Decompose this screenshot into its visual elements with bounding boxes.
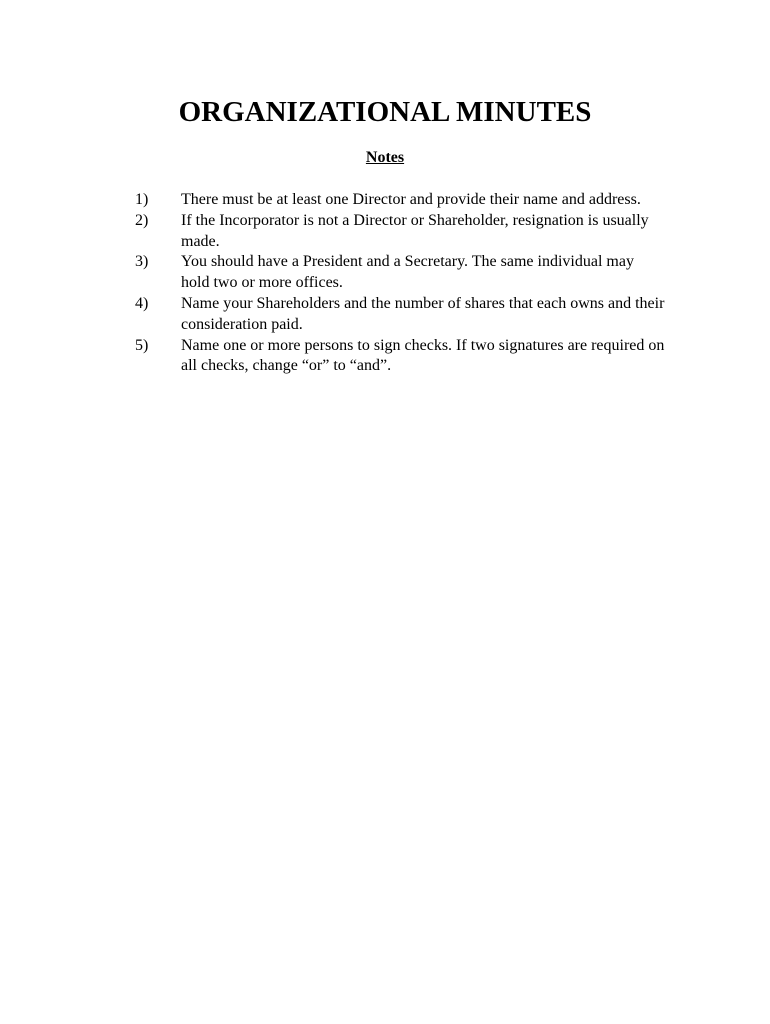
note-text: You should have a President and a Secretary. The same individual may hold two or more offices.	[181, 253, 634, 292]
notes-list	[135, 190, 665, 377]
note-number: 3)	[135, 253, 149, 271]
note-item-5	[135, 336, 665, 378]
note-item-1	[135, 190, 665, 211]
note-item-3	[135, 252, 665, 294]
note-text: Name one or more persons to sign checks. If two signatures are required on all checks, change “or” to “and”.	[181, 336, 665, 375]
note-item-4	[135, 294, 665, 336]
note-text: There must be at least one Director and provide their name and address.	[181, 191, 641, 208]
note-number: 2)	[135, 211, 149, 229]
note-number: 1)	[135, 191, 149, 208]
notes-heading: Notes	[365, 149, 405, 166]
note-text: Name your Shareholders and the number of shares that each owns and their consideration paid.	[181, 294, 665, 333]
note-number: 4)	[135, 294, 149, 312]
page-title: ORGANIZATIONAL MINUTES	[178, 96, 592, 128]
note-number: 5)	[135, 336, 149, 354]
note-text: If the Incorporator is not a Director or Shareholder, resignation is usually made.	[181, 211, 649, 250]
note-item-2	[135, 211, 665, 253]
